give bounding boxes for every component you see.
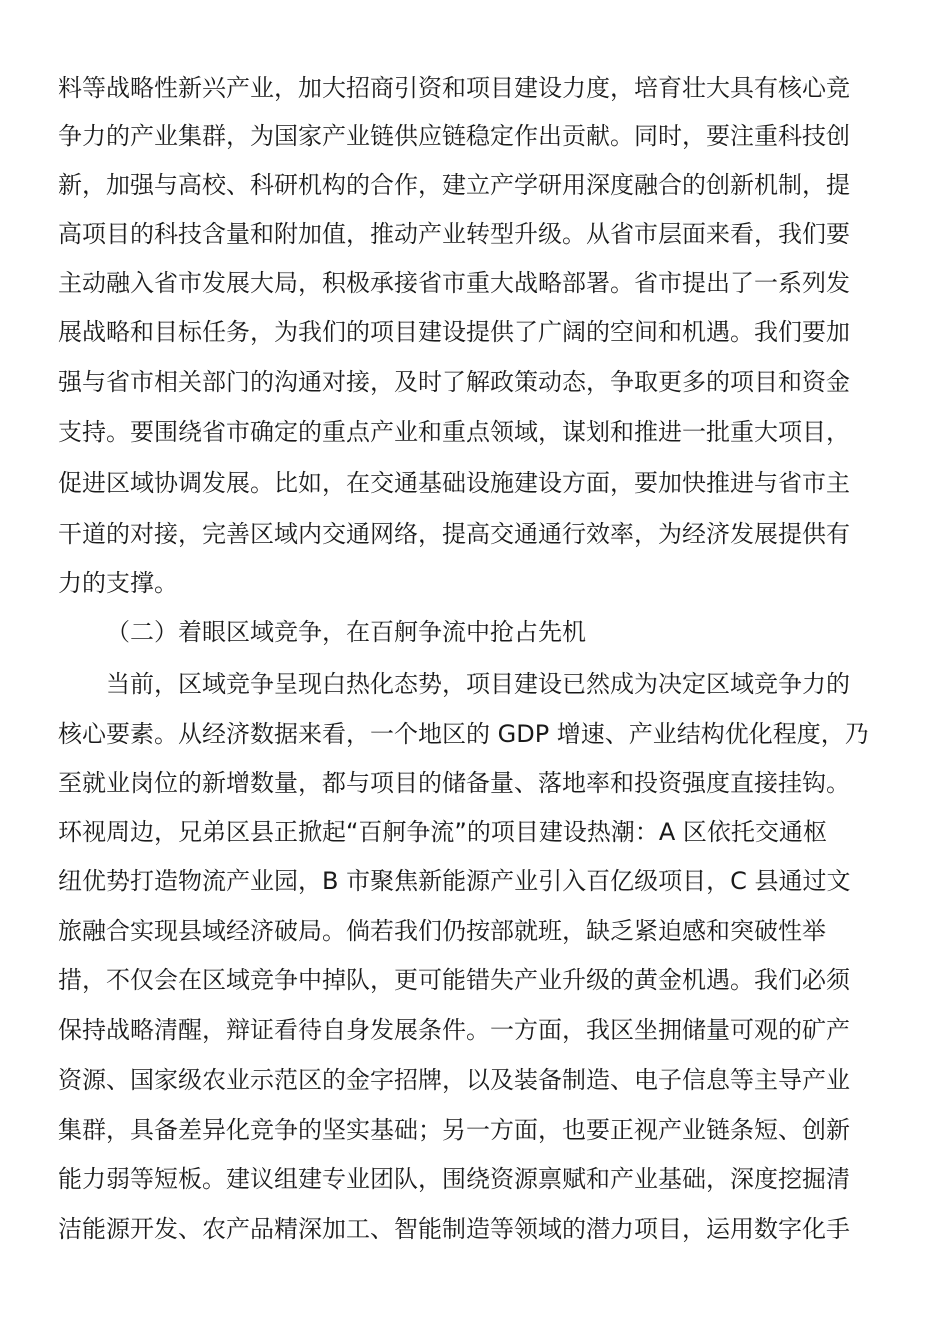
section-heading: （二）着眼区域竞争，在百舸争流中抢占先机 (106, 618, 586, 646)
text-line: 核心要素。从经济数据来看，一个地区的 GDP 增速、产业结构优化程度，乃 (58, 720, 869, 748)
text-line: 新，加强与高校、科研机构的合作，建立产学研用深度融合的创新机制，提 (58, 171, 850, 199)
text-line: 纽优势打造物流产业园，B 市聚焦新能源产业引入百亿级项目，C 县通过文 (58, 867, 851, 895)
text-line: 促进区域协调发展。比如，在交通基础设施建设方面，要加快推进与省市主 (58, 469, 850, 497)
text-line: 干道的对接，完善区域内交通网络，提高交通通行效率，为经济发展提供有 (58, 520, 850, 548)
text-line: 强与省市相关部门的沟通对接，及时了解政策动态，争取更多的项目和资金 (58, 368, 850, 396)
text-line: 力的支撑。 (58, 569, 178, 597)
text-line: 资源、国家级农业示范区的金字招牌，以及装备制造、电子信息等主导产业 (58, 1066, 850, 1094)
text-line: 能力弱等短板。建议组建专业团队，围绕资源禀赋和产业基础，深度挖掘清 (58, 1165, 850, 1193)
text-line: 支持。要围绕省市确定的重点产业和重点领域，谋划和推进一批重大项目， (58, 418, 850, 446)
text-line: 主动融入省市发展大局，积极承接省市重大战略部署。省市提出了一系列发 (58, 269, 850, 297)
text-line: 展战略和目标任务，为我们的项目建设提供了广阔的空间和机遇。我们要加 (58, 318, 850, 346)
text-line: 高项目的科技含量和附加值，推动产业转型升级。从省市层面来看，我们要 (58, 220, 850, 248)
text-line: 措，不仅会在区域竞争中掉队，更可能错失产业升级的黄金机遇。我们必须 (58, 966, 850, 994)
text-line: 至就业岗位的新增数量，都与项目的储备量、落地率和投资强度直接挂钩。 (58, 769, 850, 797)
text-line: 保持战略清醒，辩证看待自身发展条件。一方面，我区坐拥储量可观的矿产 (58, 1016, 850, 1044)
text-line: 当前，区域竞争呈现白热化态势，项目建设已然成为决定区域竞争力的 (106, 670, 850, 698)
text-line: 旅融合实现县域经济破局。倘若我们仍按部就班，缺乏紧迫感和突破性举 (58, 917, 826, 945)
text-line: 集群，具备差异化竞争的坚实基础；另一方面，也要正视产业链条短、创新 (58, 1116, 850, 1144)
text-line: 洁能源开发、农产品精深加工、智能制造等领域的潜力项目，运用数字化手 (58, 1215, 850, 1243)
text-line: 料等战略性新兴产业，加大招商引资和项目建设力度，培育壮大具有核心竞 (58, 74, 850, 102)
text-line: 环视周边，兄弟区县正掀起“百舸争流”的项目建设热潮：A 区依托交通枢 (58, 818, 827, 846)
text-line: 争力的产业集群，为国家产业链供应链稳定作出贡献。同时，要注重科技创 (58, 122, 850, 150)
